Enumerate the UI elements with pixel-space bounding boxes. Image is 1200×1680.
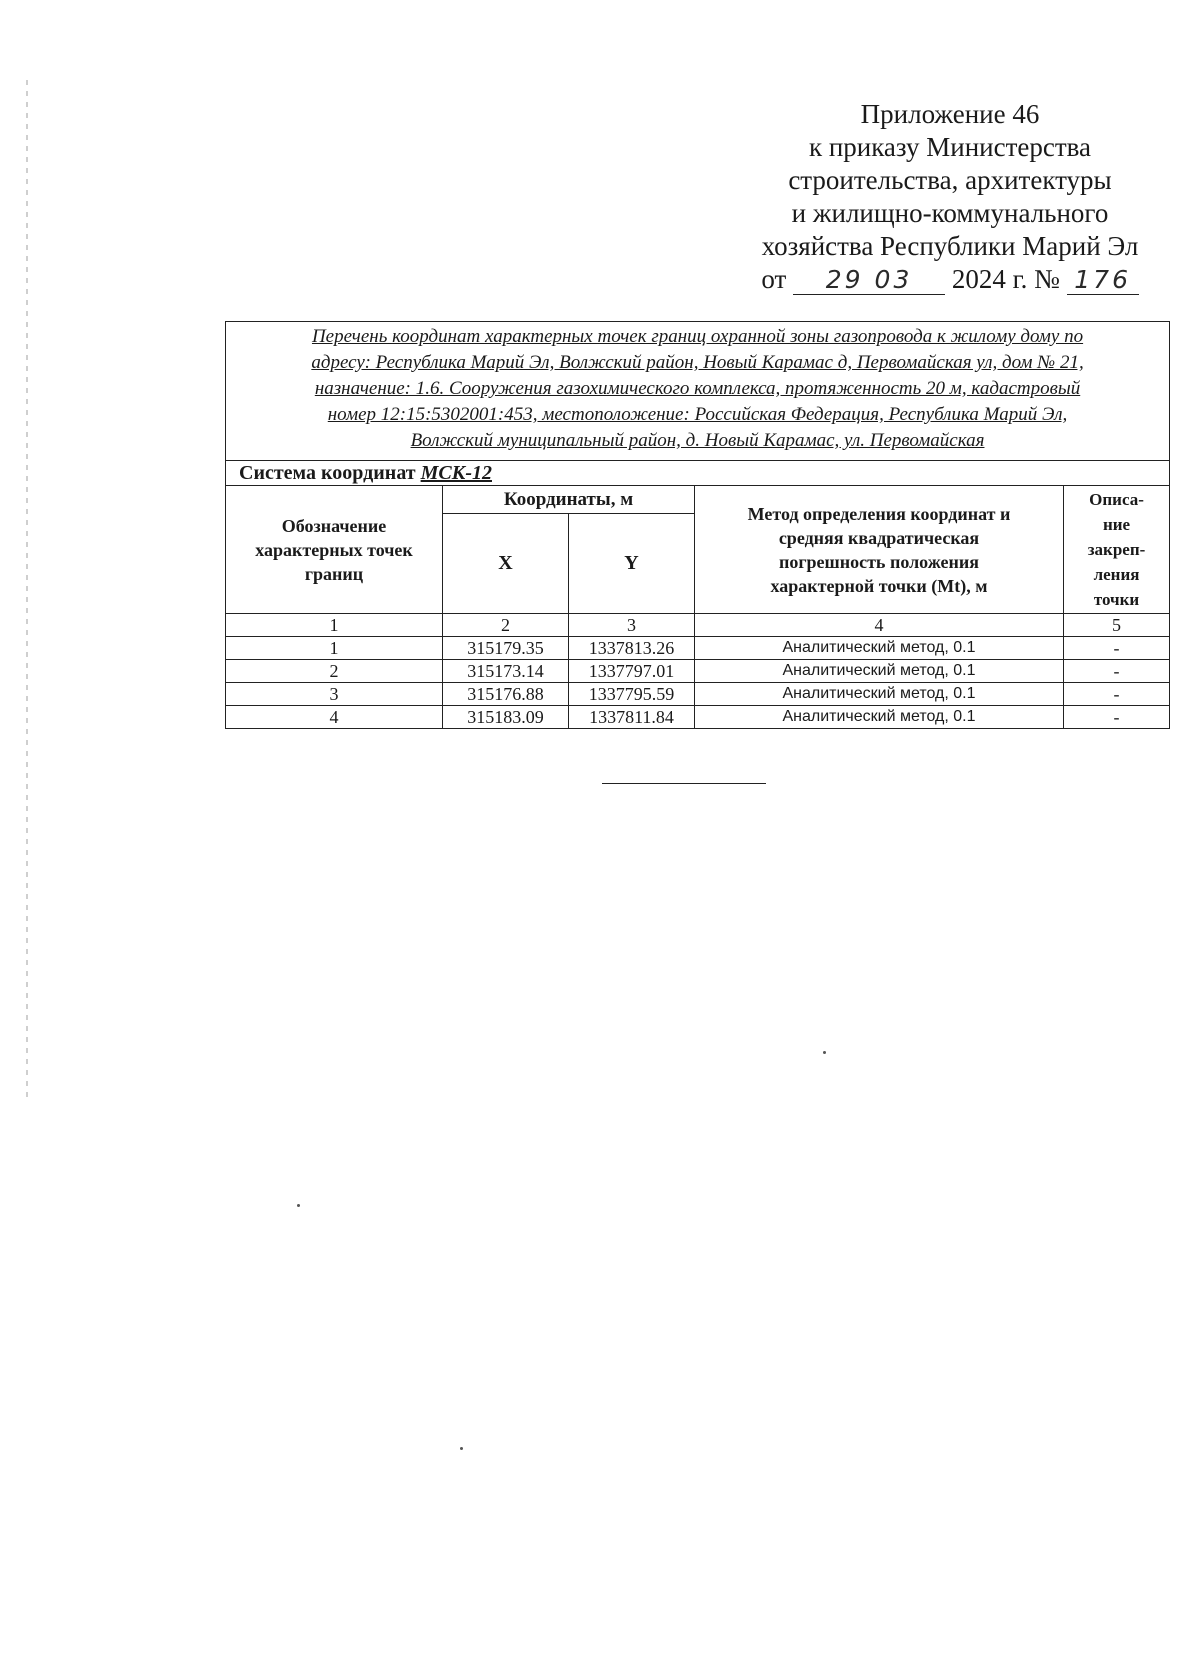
cell-method: Аналитический метод, 0.1 — [695, 660, 1064, 683]
column-number: 2 — [443, 614, 569, 637]
table-title-line: Волжский муниципальный район, д. Новый Карамас, ул. Первомайская — [410, 430, 985, 451]
header-date-line — [700, 263, 1200, 296]
cell-x: 315176.88 — [443, 683, 569, 706]
coordinate-system-label: Система координат — [239, 462, 416, 484]
header-text: Метод определения координат и — [747, 503, 1011, 524]
column-number-row — [226, 614, 1170, 637]
header-text: точки — [1093, 590, 1140, 609]
table-title — [226, 322, 1170, 461]
header-line-4: и жилищно-коммунального — [791, 198, 1109, 228]
cell-description: - — [1064, 637, 1170, 660]
header-text: Обозначение — [281, 515, 387, 536]
cell-x: 315173.14 — [443, 660, 569, 683]
table-title-line: адресу: Республика Марий Эл, Волжский район, Новый Карамас д, Первомайская ул, дом № 21, — [311, 352, 1084, 373]
column-number: 1 — [226, 614, 443, 637]
cell-point: 2 — [226, 660, 443, 683]
header-text: ления — [1093, 565, 1140, 584]
column-number: 5 — [1064, 614, 1170, 637]
header-x: X — [443, 514, 569, 614]
table-row — [226, 660, 1170, 683]
table-title-line: номер 12:15:5302001:453, местоположение: Российская Федерация, Республика Марий Эл, — [327, 404, 1068, 425]
cell-x: 315183.09 — [443, 706, 569, 729]
header-text: границ — [304, 563, 364, 584]
cell-method: Аналитический метод, 0.1 — [695, 706, 1064, 729]
header-method — [695, 486, 1064, 614]
cell-y: 1337795.59 — [569, 683, 695, 706]
scan-speck — [460, 1447, 463, 1450]
scan-speck — [297, 1204, 300, 1207]
handwritten-order-number: 176 — [1067, 266, 1139, 295]
cell-point: 3 — [226, 683, 443, 706]
header-line-1: Приложение 46 — [860, 99, 1040, 129]
column-number: 4 — [695, 614, 1064, 637]
header-line-5: хозяйства Республики Марий Эл — [761, 231, 1139, 261]
cell-method: Аналитический метод, 0.1 — [695, 637, 1064, 660]
handwritten-date: 29 03 — [793, 266, 945, 295]
order-appendix-header — [700, 98, 1200, 296]
cell-y: 1337813.26 — [569, 637, 695, 660]
header-line-3: строительства, архитектуры — [788, 165, 1112, 195]
header-text: средняя квадратическая — [778, 527, 980, 548]
cell-point: 4 — [226, 706, 443, 729]
header-coordinates: Координаты, м — [443, 486, 695, 514]
cell-description: - — [1064, 706, 1170, 729]
cell-x: 315179.35 — [443, 637, 569, 660]
table-title-line: назначение: 1.6. Сооружения газохимического комплекса, протяженность 20 м, кадастровый — [314, 378, 1081, 399]
coordinate-system-row — [226, 461, 1170, 486]
header-y: Y — [569, 514, 695, 614]
header-text: ние — [1102, 515, 1131, 534]
coordinates-table — [225, 321, 1170, 729]
cell-description: - — [1064, 683, 1170, 706]
table-row — [226, 706, 1170, 729]
scan-speck — [823, 1051, 826, 1054]
cell-point: 1 — [226, 637, 443, 660]
table-row — [226, 637, 1170, 660]
header-text: характерных точек — [255, 539, 413, 560]
header-point-designation — [226, 486, 443, 614]
date-prefix: от — [761, 264, 787, 294]
header-text: Описа- — [1089, 490, 1144, 509]
year-and-number-label: 2024 г. № — [951, 264, 1060, 294]
column-number: 3 — [569, 614, 695, 637]
cell-y: 1337811.84 — [569, 706, 695, 729]
header-text: характерной точки (Mt), м — [770, 575, 988, 596]
coordinate-system-name: МСК-12 — [420, 462, 492, 484]
cell-description: - — [1064, 660, 1170, 683]
cell-method: Аналитический метод, 0.1 — [695, 683, 1064, 706]
table-row — [226, 683, 1170, 706]
end-of-document-line — [602, 783, 766, 784]
header-text: закреп- — [1087, 540, 1146, 559]
cell-y: 1337797.01 — [569, 660, 695, 683]
header-text: погрешность положения — [778, 551, 980, 572]
header-description — [1064, 486, 1170, 614]
table-title-line: Перечень координат характерных точек границ охранной зоны газопровода к жилому дому по — [311, 326, 1084, 347]
scan-edge-artifact — [26, 80, 28, 1100]
header-line-2: к приказу Министерства — [808, 132, 1092, 162]
